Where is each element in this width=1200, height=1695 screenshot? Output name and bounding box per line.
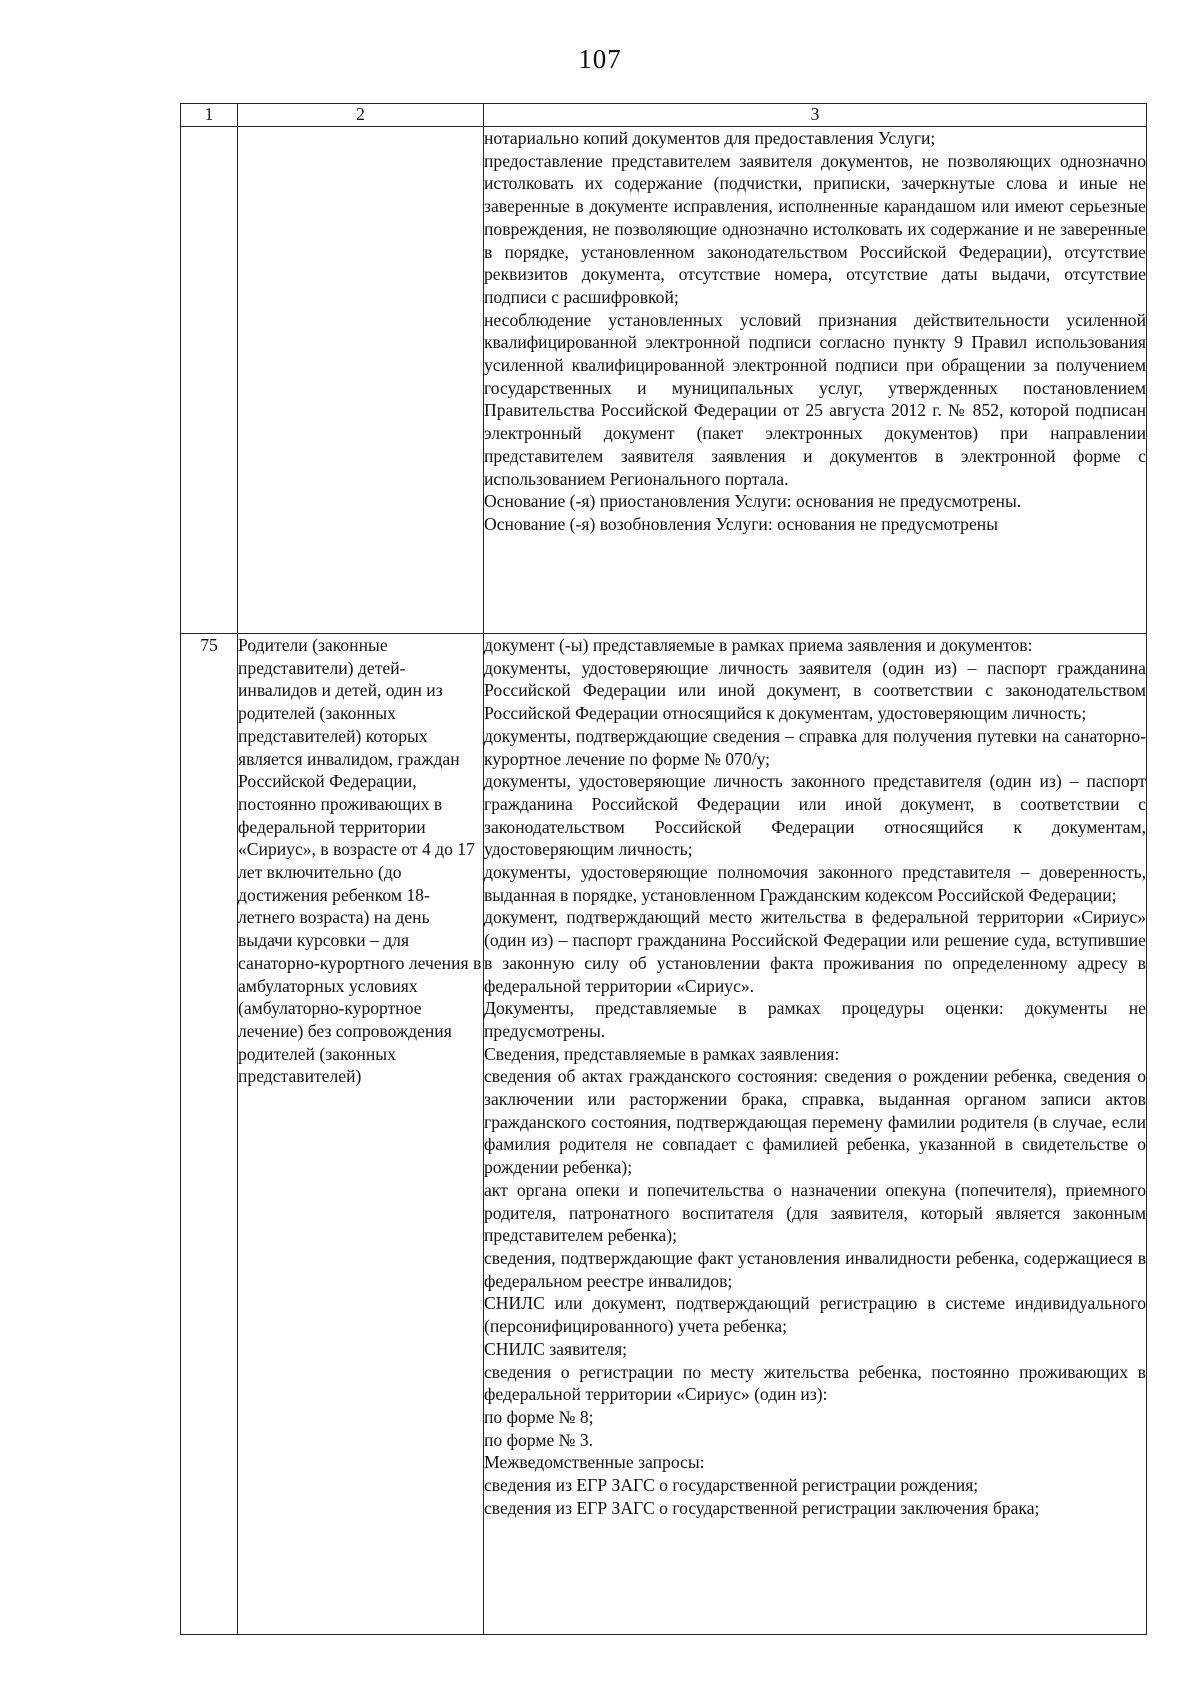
paragraph: Основание (-я) приостановления Услуги: основания не предусмотрены.	[484, 491, 1022, 512]
table-row	[181, 127, 1147, 634]
category-cell: Родители (законные представители) детей-инвалидов и детей, один из родителей (законных представителей) которых является инвалидом, граждан Российской Федерации, постоянно проживающих в федеральной территории «Сириус», в возрасте от 4 до 17 лет включительно (до достижения ребенком 18-летнего возраста) на день выдачи курсовки – для санаторно-курортного лечения в амбулаторных условиях (амбулаторно-курортное лечение) без сопровождения родителей (законных представителей)	[238, 634, 484, 1635]
paragraph: сведения, подтверждающие факт установления инвалидности ребенка, содержащиеся в федеральном реестре инвалидов;	[484, 1247, 1146, 1291]
paragraph: Сведения, представляемые в рамках заявления:	[484, 1043, 840, 1064]
paragraph: нотариально копий документов для предоставления Услуги;	[484, 128, 936, 148]
paragraph: сведения о регистрации по месту жительства ребенка, постоянно проживающих в федеральной территории «Сириус» (один из):	[484, 1361, 1146, 1405]
paragraph: Основание (-я) возобновления Услуги: основания не предусмотрены	[484, 513, 999, 534]
paragraph: документ, подтверждающий место жительства в федеральной территории «Сириус» (один из) – паспорт гражданина Российской Федерации или решение суда, вступившие в законную силу об установлении факта проживания по определенному адресу в федеральной территории «Сириус».	[484, 907, 1146, 996]
paragraph: Межведомственные запросы:	[484, 1452, 705, 1473]
paragraph: акт органа опеки и попечительства о назначении опекуна (попечителя), приемного родителя, патронатного воспитателя (для заявителя, который является законным представителем ребенка);	[484, 1179, 1146, 1246]
paragraph: документы, подтверждающие сведения – справка для получения путевки на санаторно-курортное лечение по форме № 070/у;	[484, 725, 1146, 769]
services-table	[180, 103, 1147, 1635]
row-number-cell: 75	[181, 634, 238, 1635]
paragraph: документ (-ы) представляемые в рамках приема заявления и документов:	[484, 635, 1033, 655]
paragraph: СНИЛС или документ, подтверждающий регистрацию в системе индивидуального (персонифицированного) учета ребенка;	[484, 1293, 1146, 1337]
paragraph: документы, удостоверяющие личность законного представителя (один из) – паспорт гражданина Российской Федерации или иной документ, в соответствии с законодательством Российской Федерации относящийся к документам, удостоверяющим личность;	[484, 771, 1146, 860]
paragraph: по форме № 3.	[484, 1429, 594, 1450]
paragraph: сведения из ЕГР ЗАГС о государственной регистрации рождения;	[484, 1475, 979, 1496]
row-number-cell	[181, 127, 238, 634]
requirements-cell	[484, 127, 1147, 634]
paragraph: СНИЛС заявителя;	[484, 1338, 628, 1359]
table-header-row	[181, 104, 1147, 127]
paragraph: документы, удостоверяющие личность заявителя (один из) – паспорт гражданина Российской Федерации или иной документ, в соответствии с законодательством Российской Федерации относящийся к документам, удостоверяющим личность;	[484, 657, 1146, 724]
paragraph: Документы, представляемые в рамках процедуры оценки: документы не предусмотрены.	[484, 998, 1146, 1041]
column-header-3: 3	[484, 104, 1147, 127]
column-header-2: 2	[238, 104, 484, 127]
paragraph: несоблюдение установленных условий признания действительности усиленной квалифицированной электронной подписи согласно пункту 9 Правил использования усиленной квалифицированной электронной подписи при обращении за получением государственных и муниципальных услуг, утвержденных постановлением Правительства Российской Федерации от 25 августа 2012 г. № 852, которой подписан электронный документ (пакет электронных документов) при направлении представителем заявителя заявления и документов в электронной форме с использованием Регионального портала.	[484, 309, 1146, 489]
table-row	[181, 634, 1147, 1635]
page-number: 107	[578, 44, 622, 74]
paragraph: документы, удостоверяющие полномочия законного представителя – доверенность, выданная в порядке, установленном Гражданским кодексом Российской Федерации;	[484, 862, 1146, 905]
category-cell	[238, 127, 484, 634]
paragraph: сведения об актах гражданского состояния: сведения о рождении ребенка, сведения о заключении или расторжении брака, справка, выданная органом записи актов гражданского состояния, подтверждающая перемену фамилии родителя (в случае, если фамилия родителя не совпадает с фамилией ребенка, указанной в свидетельстве о рождении ребенка);	[484, 1066, 1146, 1178]
column-header-1: 1	[181, 104, 238, 127]
requirements-cell	[484, 634, 1147, 1635]
paragraph: предоставление представителем заявителя документов, не позволяющих однозначно истолковать их содержание (подчистки, приписки, зачеркнутые слова и иные не заверенные в документе исправления, исполненные карандашом или имеют серьезные повреждения, не позволяющие однозначно истолковать их содержание и не заверенные в порядке, установленном законодательством Российской Федерации), отсутствие реквизитов документа, отсутствие номера, отсутствие даты выдачи, отсутствие подписи с расшифровкой;	[484, 150, 1146, 307]
paragraph: по форме № 8;	[484, 1406, 594, 1427]
paragraph: сведения из ЕГР ЗАГС о государственной регистрации заключения брака;	[484, 1497, 1040, 1518]
